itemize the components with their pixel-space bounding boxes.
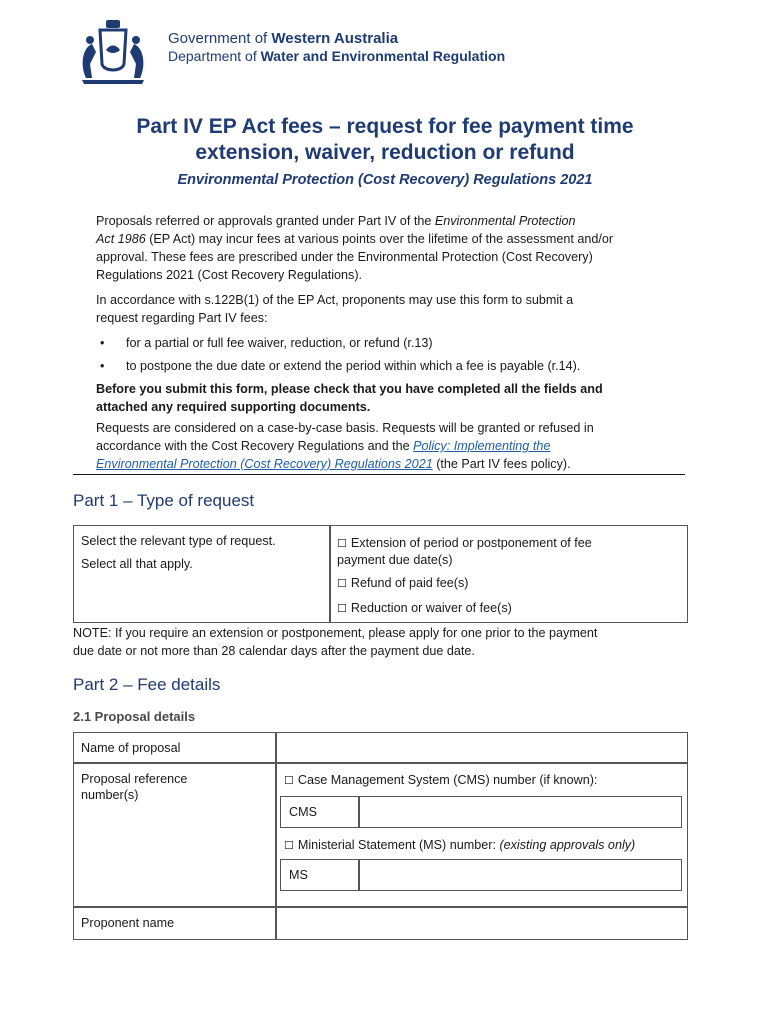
list-item: • for a partial or full fee waiver, reduction, or refund (r.13) bbox=[100, 336, 433, 350]
page-title-line1: Part IV EP Act fees – request for fee payment time bbox=[136, 115, 634, 138]
checkbox-icon[interactable]: ☐ bbox=[337, 577, 347, 590]
proposal-ref-label-line2: number(s) bbox=[81, 788, 139, 802]
ms-option[interactable]: ☐ Ministerial Statement (MS) number: (existing approvals only) bbox=[284, 838, 636, 852]
policy-link-cont[interactable]: Environmental Protection (Cost Recovery) Regulations 2021 bbox=[96, 457, 433, 471]
page-title-line2: extension, waiver, reduction or refund bbox=[195, 141, 575, 164]
requests-paragraph: Requests are considered on a case-by-case basis. Requests will be granted or refused in accordance with the Cost Recovery Regulations and the Policy: Implementing the Environmental Protection (Cost Recovery) Regulations 2021 (the Part IV fees policy). bbox=[96, 421, 594, 471]
divider bbox=[73, 474, 685, 475]
part1-label-line2: Select all that apply. bbox=[81, 557, 193, 571]
proposal-details-heading: 2.1 Proposal details bbox=[73, 709, 196, 724]
before-submit-note: Before you submit this form, please check that you have completed all the fields and attached any required supporting documents. bbox=[96, 382, 603, 414]
dept-name: Department of Water and Environmental Regulation bbox=[168, 48, 506, 64]
part1-note: NOTE: If you require an extension or postponement, please apply for one prior to the payment due date or not more than 28 calendar days after the payment due date. bbox=[73, 626, 598, 658]
option-reduction[interactable]: ☐ Reduction or waiver of fee(s) bbox=[337, 601, 512, 615]
checkbox-icon[interactable]: ☐ bbox=[337, 537, 347, 550]
intro-paragraph: Proposals referred or approvals granted under Part IV of the Environmental Protection Act 1986 (EP Act) may incur fees at various points over the lifetime of the assessment and/or approval. These fees are prescribed under the Environmental Protection (Cost Recovery) Regulations 2021 (Cost Recovery Regulations). bbox=[96, 214, 614, 282]
proposal-ref-label-line1: Proposal reference bbox=[81, 772, 188, 786]
wa-crest-logo bbox=[72, 14, 154, 86]
option-extension[interactable]: ☐ Extension of period or postponement of fee bbox=[337, 536, 592, 550]
page-subtitle: Environmental Protection (Cost Recovery) Regulations 2021 bbox=[177, 172, 593, 188]
cms-option[interactable]: ☐ Case Management System (CMS) number (if known): bbox=[284, 773, 598, 787]
accordance-paragraph: In accordance with s.122B(1) of the EP Act, proponents may use this form to submit a request regarding Part IV fees: bbox=[96, 293, 574, 325]
name-of-proposal-label: Name of proposal bbox=[81, 741, 181, 755]
part2-heading: Part 2 – Fee details bbox=[73, 675, 221, 694]
bullet-icon: • bbox=[100, 359, 105, 373]
checkbox-icon[interactable]: ☐ bbox=[284, 839, 294, 852]
part1-label-cell bbox=[73, 525, 331, 623]
ms-label: MS bbox=[289, 868, 308, 882]
cms-label-cell bbox=[280, 796, 360, 828]
proponent-name-label: Proponent name bbox=[81, 916, 175, 930]
proponent-name-label-cell bbox=[73, 906, 277, 940]
policy-link[interactable]: Policy: Implementing the bbox=[413, 439, 551, 453]
part1-heading: Part 1 – Type of request bbox=[73, 491, 255, 510]
cms-number-input[interactable] bbox=[358, 796, 682, 828]
proposal-ref-cell bbox=[275, 762, 688, 908]
cms-label: CMS bbox=[289, 805, 317, 819]
ms-number-input[interactable] bbox=[358, 859, 682, 891]
proponent-name-input[interactable] bbox=[275, 906, 688, 940]
checkbox-icon[interactable]: ☐ bbox=[337, 602, 347, 615]
option-refund[interactable]: ☐ Refund of paid fee(s) bbox=[337, 576, 469, 590]
ms-label-cell bbox=[280, 859, 360, 891]
part1-options-cell bbox=[329, 525, 688, 623]
part1-label-line1: Select the relevant type of request. bbox=[81, 534, 276, 548]
option-extension-cont: payment due date(s) bbox=[337, 553, 453, 567]
header bbox=[72, 14, 672, 88]
checkbox-icon[interactable]: ☐ bbox=[284, 774, 294, 787]
list-item: • to postpone the due date or extend the period within which a fee is payable (r.14). bbox=[100, 359, 581, 373]
name-of-proposal-input[interactable] bbox=[275, 732, 688, 764]
bullet-icon: • bbox=[100, 336, 105, 350]
gov-name: Government of Western Australia bbox=[168, 30, 399, 47]
name-of-proposal-label-cell bbox=[73, 732, 277, 764]
proposal-ref-label-cell bbox=[73, 762, 277, 908]
